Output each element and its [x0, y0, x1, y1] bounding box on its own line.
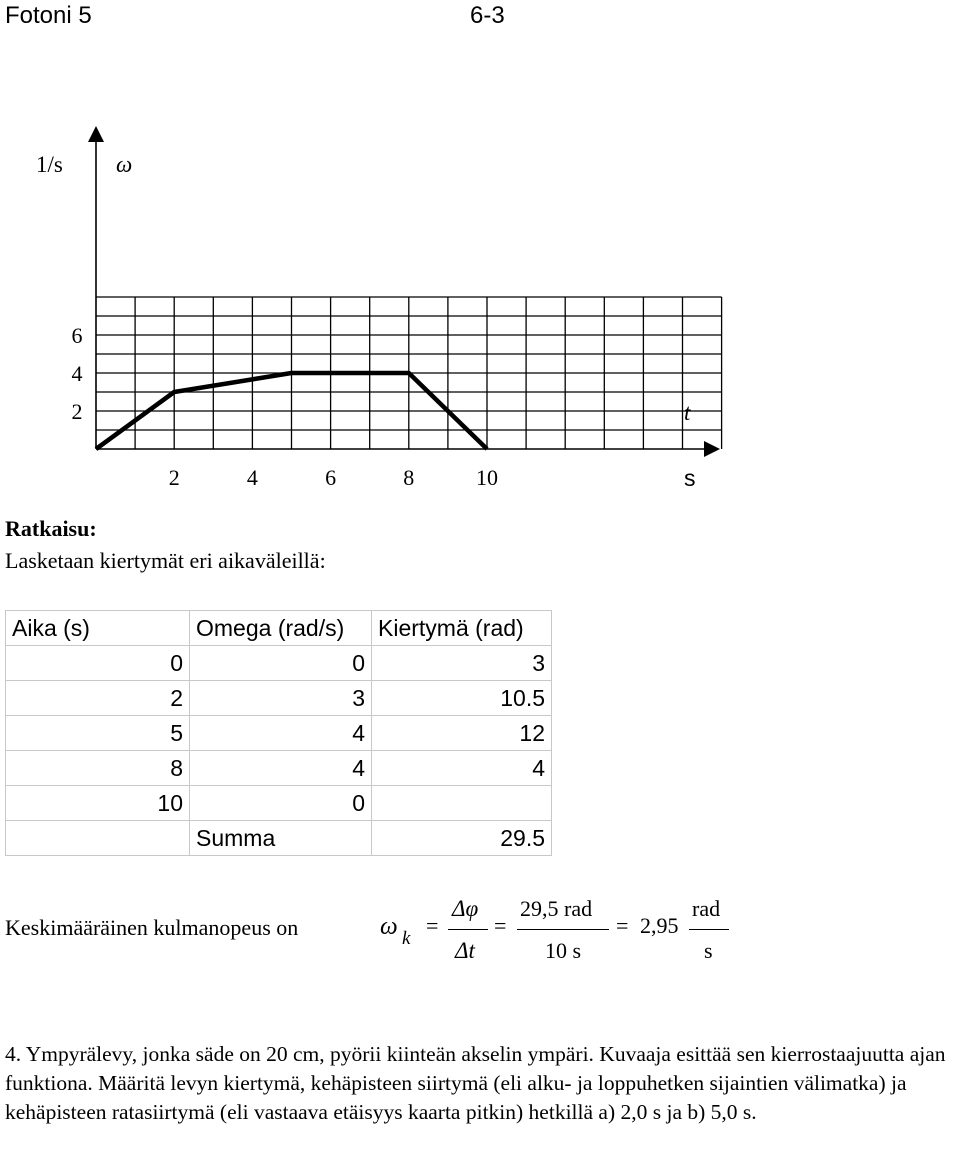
- table-row: [6, 681, 552, 716]
- table-cell: 3: [190, 681, 372, 716]
- omega-symbol: ω: [380, 913, 398, 940]
- table-cell: 3: [372, 646, 552, 681]
- table-cell: 4: [190, 751, 372, 786]
- y-tick-label: 4: [71, 361, 83, 386]
- equals-sign: =: [494, 913, 507, 938]
- x-tick-label: 10: [476, 465, 498, 490]
- omega-subscript: k: [402, 928, 411, 949]
- rotation-table: [5, 610, 552, 856]
- fraction-bar: [689, 929, 729, 930]
- x-tick-label: 4: [246, 465, 258, 490]
- x-axis-unit: s: [684, 465, 696, 491]
- table-cell: 0: [190, 646, 372, 681]
- table-cell: 10: [6, 786, 190, 821]
- unit-numerator: rad: [692, 896, 721, 921]
- table-row: [6, 786, 552, 821]
- y-axis-arrow: [88, 126, 104, 142]
- x-axis-label: t: [684, 400, 691, 425]
- table-cell: 5: [6, 716, 190, 751]
- table-header-cell: Omega (rad/s): [190, 611, 372, 646]
- equals-sign: =: [616, 913, 629, 938]
- table-cell: 0: [6, 646, 190, 681]
- solution-intro: Lasketaan kiertymät eri aikaväleillä:: [5, 548, 326, 573]
- table-header-cell: Aika (s): [6, 611, 190, 646]
- result-value: 2,95: [640, 913, 679, 938]
- table-row: [6, 716, 552, 751]
- table-cell: 12: [372, 716, 552, 751]
- fraction-bar: [517, 929, 609, 930]
- fraction-numerator-value: 29,5 rad: [520, 896, 593, 921]
- page-header-left: Fotoni 5: [5, 2, 92, 29]
- table-cell: 2: [6, 681, 190, 716]
- fraction-delta-t: Δt: [455, 938, 475, 963]
- table-cell: [6, 821, 190, 856]
- fraction-denominator-value: 10 s: [545, 938, 582, 963]
- unit-denominator: s: [704, 938, 713, 963]
- omega-time-chart: [0, 120, 760, 500]
- table-header-row: [6, 611, 552, 646]
- y-tick-label: 6: [71, 323, 83, 348]
- table-cell: 8: [6, 751, 190, 786]
- table-header-cell: Kiertymä (rad): [372, 611, 552, 646]
- table-cell: 10.5: [372, 681, 552, 716]
- table-row: [6, 751, 552, 786]
- formula-prefix: Keskimääräinen kulmanopeus on: [5, 915, 299, 940]
- equals-sign: =: [426, 913, 439, 938]
- x-tick-label: 8: [403, 465, 415, 490]
- solution-title: Ratkaisu:: [5, 516, 97, 541]
- table-cell: 4: [190, 716, 372, 751]
- x-axis-arrow: [704, 441, 720, 457]
- table-sum-row: [6, 821, 552, 856]
- table-cell: [372, 786, 552, 821]
- table-sum-value: 29.5: [372, 821, 552, 856]
- table-row: [6, 646, 552, 681]
- x-tick-label: 2: [168, 465, 180, 490]
- problem-statement: 4. Ympyrälevy, jonka säde on 20 cm, pyörii kiinteän akselin ympäri. Kuvaaja esittää sen kierrostaajuutta ajan funktiona. Määritä levyn kiertymä, kehäpisteen siirtymä (eli alku- ja loppuhetken sijaintien välimatka) ja kehäpisteen ratasiirtymä (eli vastaava etäisyys kaarta pitkin) hetkillä a) 2,0 s ja b) 5,0 s.: [5, 1042, 946, 1124]
- chart-axes: [88, 126, 720, 457]
- y-axis-label: ω: [116, 152, 133, 177]
- fraction-bar: [448, 929, 488, 930]
- table-sum-label: Summa: [190, 821, 372, 856]
- table-cell: 4: [372, 751, 552, 786]
- y-axis-unit: 1/s: [36, 152, 63, 177]
- table-cell: 0: [190, 786, 372, 821]
- page-header-right: 6-3: [470, 2, 505, 29]
- y-tick-label: 2: [71, 399, 83, 424]
- fraction-delta-phi: Δφ: [452, 896, 479, 921]
- x-tick-label: 6: [325, 465, 337, 490]
